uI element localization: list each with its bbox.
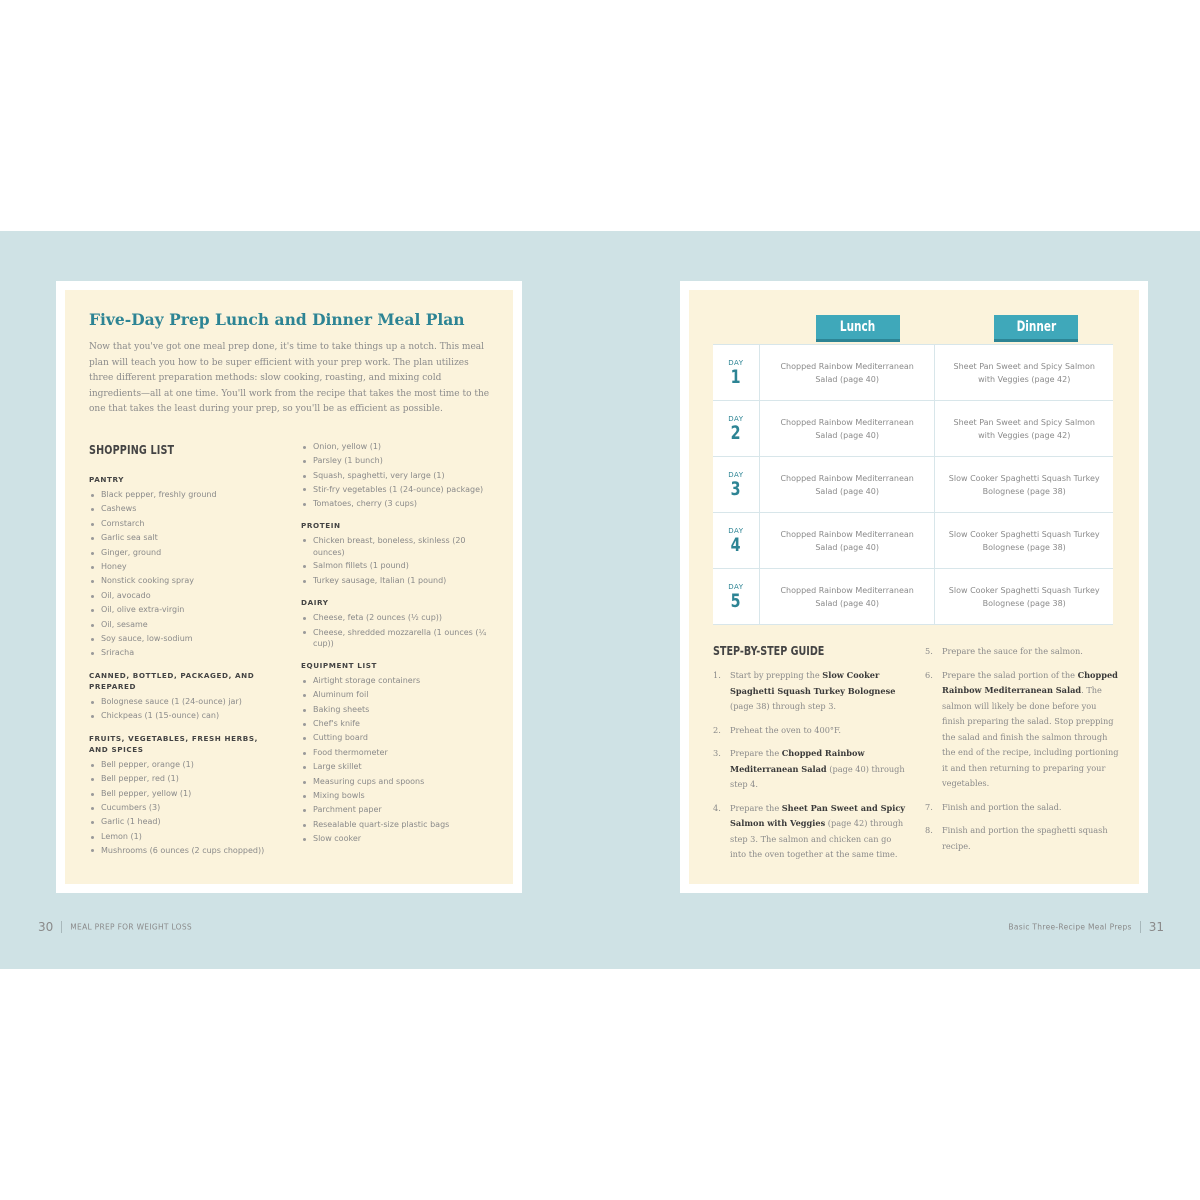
table-header	[713, 308, 1113, 344]
right-page	[680, 281, 1148, 893]
list-item: Cheese, shredded mozzarella (1 ounces (¼ cup))	[301, 626, 491, 651]
list-item: Parsley (1 bunch)	[301, 454, 491, 468]
list-item: Garlic (1 head)	[89, 815, 279, 829]
day-label: DAY	[728, 526, 744, 535]
table-row	[713, 569, 1113, 625]
day-number: 1	[730, 365, 741, 388]
table-row	[713, 345, 1113, 401]
step-number: 3.	[713, 748, 721, 758]
list-item: Squash, spaghetti, very large (1)	[301, 469, 491, 483]
step-item	[925, 668, 1121, 792]
day-cell	[713, 345, 760, 400]
list-item: Slow cooker	[301, 832, 491, 846]
lunch-cell: Chopped Rainbow Mediterranean Salad (page 40)	[760, 457, 936, 512]
dinner-cell: Slow Cooker Spaghetti Squash Turkey Bolognese (page 38)	[948, 473, 1100, 496]
list-item: Salmon fillets (1 pound)	[301, 559, 491, 573]
step-number: 1.	[713, 670, 721, 680]
right-footer	[1008, 920, 1164, 934]
dinner-cell: Slow Cooker Spaghetti Squash Turkey Bolognese (page 38)	[948, 529, 1100, 552]
day-number: 3	[730, 477, 741, 500]
step-text: (page 38) through step 3.	[730, 701, 837, 711]
list-item: Bell pepper, red (1)	[89, 772, 279, 786]
list-item: Mushrooms (6 ounces (2 cups chopped))	[89, 844, 279, 858]
step-number: 6.	[925, 669, 933, 680]
day-number: 4	[730, 533, 741, 556]
list-item: Cutting board	[301, 731, 491, 745]
list-item: Bolognese sauce (1 (24-ounce) jar)	[89, 695, 279, 709]
steps-column-right	[925, 644, 1121, 862]
category-heading: DAIRY	[301, 598, 329, 608]
lunch-label: Lunch	[840, 319, 876, 335]
step-text: Prepare the sauce for the salmon.	[942, 646, 1083, 656]
step-text: Start by prepping the	[730, 670, 823, 680]
list-item: Cashews	[89, 502, 279, 516]
list-item: Stir-fry vegetables (1 (24-ounce) package)	[301, 483, 491, 497]
step-text: Preheat the oven to 400°F.	[730, 724, 841, 735]
category-heading: PANTRY	[89, 475, 125, 484]
lunch-cell: Chopped Rainbow Mediterranean Salad (page 40)	[760, 513, 936, 568]
table-row	[713, 513, 1113, 569]
table-row	[713, 401, 1113, 457]
list-item: Cucumbers (3)	[89, 801, 279, 815]
lunch-column-tag	[816, 315, 900, 339]
category-heading: PROTEIN	[301, 521, 341, 531]
day-label: DAY	[728, 470, 744, 479]
left-footer	[38, 920, 192, 934]
list-item: Honey	[89, 560, 279, 574]
dinner-column-tag	[994, 315, 1078, 339]
right-page-number: 31	[1148, 920, 1164, 934]
day-number: 5	[730, 589, 741, 612]
left-running-head: MEAL PREP FOR WEIGHT LOSS	[70, 922, 192, 932]
steps-list	[925, 644, 1121, 854]
list-item: Lemon (1)	[89, 830, 279, 844]
step-number: 8.	[925, 825, 933, 835]
step-number: 4.	[713, 802, 721, 813]
shopping-column-right	[301, 440, 491, 856]
footer-divider	[61, 921, 62, 933]
table-row	[713, 457, 1113, 513]
book-spread	[0, 231, 1200, 969]
day-cell	[713, 457, 760, 512]
list-item: Oil, avocado	[89, 589, 279, 603]
shopping-column-left	[89, 474, 279, 867]
step-number: 7.	[925, 801, 933, 812]
step-text: Finish and portion the spaghetti squash recipe.	[942, 825, 1108, 851]
list-item: Large skillet	[301, 760, 491, 774]
pantry-list	[89, 488, 279, 661]
list-item: Bell pepper, yellow (1)	[89, 787, 279, 801]
step-text: . The salmon will likely be done before you finish preparing the salad. Stop prepping the salad and finish the salmon through the end of the recipe, including portioning it and then returning to preparing your vegetables.	[942, 685, 1119, 788]
list-item: Cornstarch	[89, 517, 279, 531]
step-guide-heading: STEP-BY-STEP GUIDE	[713, 644, 825, 658]
list-item: Parchment paper	[301, 803, 491, 817]
table-body	[713, 344, 1113, 625]
step-text: Prepare the	[730, 748, 782, 758]
list-item: Chickpeas (1 (15-ounce) can)	[89, 709, 279, 723]
list-item: Food thermometer	[301, 746, 491, 760]
step-text: Prepare the salad portion of the	[942, 669, 1078, 680]
lunch-cell: Chopped Rainbow Mediterranean Salad (page 40)	[760, 345, 936, 400]
lunch-cell: Chopped Rainbow Mediterranean Salad (page 40)	[760, 401, 936, 456]
category-heading: EQUIPMENT LIST	[301, 660, 378, 670]
list-item: Oil, olive extra-virgin	[89, 603, 279, 617]
list-item: Turkey sausage, Italian (1 pound)	[301, 574, 491, 588]
list-item: Aluminum foil	[301, 688, 491, 702]
list-item: Baking sheets	[301, 703, 491, 717]
dairy-list	[301, 611, 491, 651]
day-label: DAY	[728, 358, 744, 367]
step-text: (page 42) through step 3. The salmon and chicken can go into the oven together at the same time.	[730, 818, 904, 859]
list-item: Cheese, feta (2 ounces (½ cup))	[301, 611, 491, 625]
list-item: Airtight storage containers	[301, 674, 491, 688]
right-page-panel	[689, 290, 1139, 884]
list-item: Garlic sea salt	[89, 531, 279, 545]
list-item: Bell pepper, orange (1)	[89, 758, 279, 772]
list-item: Measuring cups and spoons	[301, 775, 491, 789]
meal-plan-table	[713, 308, 1113, 625]
dinner-cell: Slow Cooker Spaghetti Squash Turkey Bolognese (page 38)	[948, 585, 1100, 608]
step-number: 5.	[925, 646, 933, 656]
day-cell	[713, 513, 760, 568]
step-text: (page 40) through step 4.	[730, 763, 905, 789]
steps-column-left	[713, 668, 909, 871]
intro-paragraph: Now that you've got one meal prep done, it's time to take things up a notch. This meal plan will teach you how to be super efficient with your prep work. The plan utilizes three different preparation methods: slow cooking, roasting, and mixing cold ingredients—all at one time. You'll work from the recipe that takes the most time to the one that takes the least during your prep, so you'll be as efficient as possible.	[89, 342, 490, 415]
list-item: Nonstick cooking spray	[89, 574, 279, 588]
left-page-number: 30	[38, 920, 54, 934]
step-item	[713, 801, 909, 863]
produce-list-continued	[301, 440, 491, 511]
step-item	[713, 723, 909, 739]
recipe-name: Slow Cooker Spaghetti Squash Turkey Bolognese	[730, 670, 896, 696]
dinner-cell: Sheet Pan Sweet and Spicy Salmon with Veggies (page 42)	[953, 417, 1095, 440]
list-item: Black pepper, freshly ground	[89, 488, 279, 502]
step-number: 2.	[713, 724, 721, 735]
steps-list	[713, 668, 909, 863]
step-text: Prepare the	[730, 802, 782, 813]
list-item: Chicken breast, boneless, skinless (20 ounces)	[301, 534, 491, 559]
list-item: Ginger, ground	[89, 546, 279, 560]
list-item: Mixing bowls	[301, 789, 491, 803]
step-item	[713, 746, 909, 793]
protein-list	[301, 534, 491, 588]
list-item: Tomatoes, cherry (3 cups)	[301, 497, 491, 511]
day-label: DAY	[728, 414, 744, 423]
page-title: Five-Day Prep Lunch and Dinner Meal Plan	[89, 310, 465, 329]
day-label: DAY	[728, 582, 744, 591]
recipe-name: Sheet Pan Sweet and Spicy Salmon with Veggies	[730, 802, 906, 828]
step-item	[925, 823, 1121, 854]
footer-divider	[1140, 921, 1141, 933]
day-cell	[713, 401, 760, 456]
list-item: Resealable quart-size plastic bags	[301, 818, 491, 832]
list-item: Onion, yellow (1)	[301, 440, 491, 454]
step-item	[713, 668, 909, 715]
list-item: Oil, sesame	[89, 618, 279, 632]
day-number: 2	[730, 421, 741, 444]
recipe-name: Chopped Rainbow Mediterranean Salad	[730, 748, 865, 774]
dinner-label: Dinner	[1016, 319, 1056, 335]
day-cell	[713, 569, 760, 624]
step-item	[925, 800, 1121, 816]
shopping-list-heading: SHOPPING LIST	[89, 443, 175, 457]
list-item: Soy sauce, low-sodium	[89, 632, 279, 646]
left-page	[56, 281, 522, 893]
canned-list	[89, 695, 279, 724]
category-heading: CANNED, BOTTLED, PACKAGED, AND PREPARED	[89, 670, 255, 691]
step-item	[925, 644, 1121, 660]
recipe-name: Chopped Rainbow Mediterranean Salad	[942, 669, 1118, 695]
list-item: Sriracha	[89, 646, 279, 660]
produce-list	[89, 758, 279, 858]
equipment-list	[301, 674, 491, 847]
list-item: Chef's knife	[301, 717, 491, 731]
lunch-cell: Chopped Rainbow Mediterranean Salad (page 40)	[760, 569, 936, 624]
category-heading: FRUITS, VEGETABLES, FRESH HERBS, AND SPICES	[89, 733, 258, 754]
right-running-head: Basic Three-Recipe Meal Preps	[1008, 922, 1132, 932]
dinner-cell: Sheet Pan Sweet and Spicy Salmon with Veggies (page 42)	[953, 361, 1095, 384]
step-text: Finish and portion the salad.	[942, 801, 1062, 812]
left-page-panel	[65, 290, 513, 884]
